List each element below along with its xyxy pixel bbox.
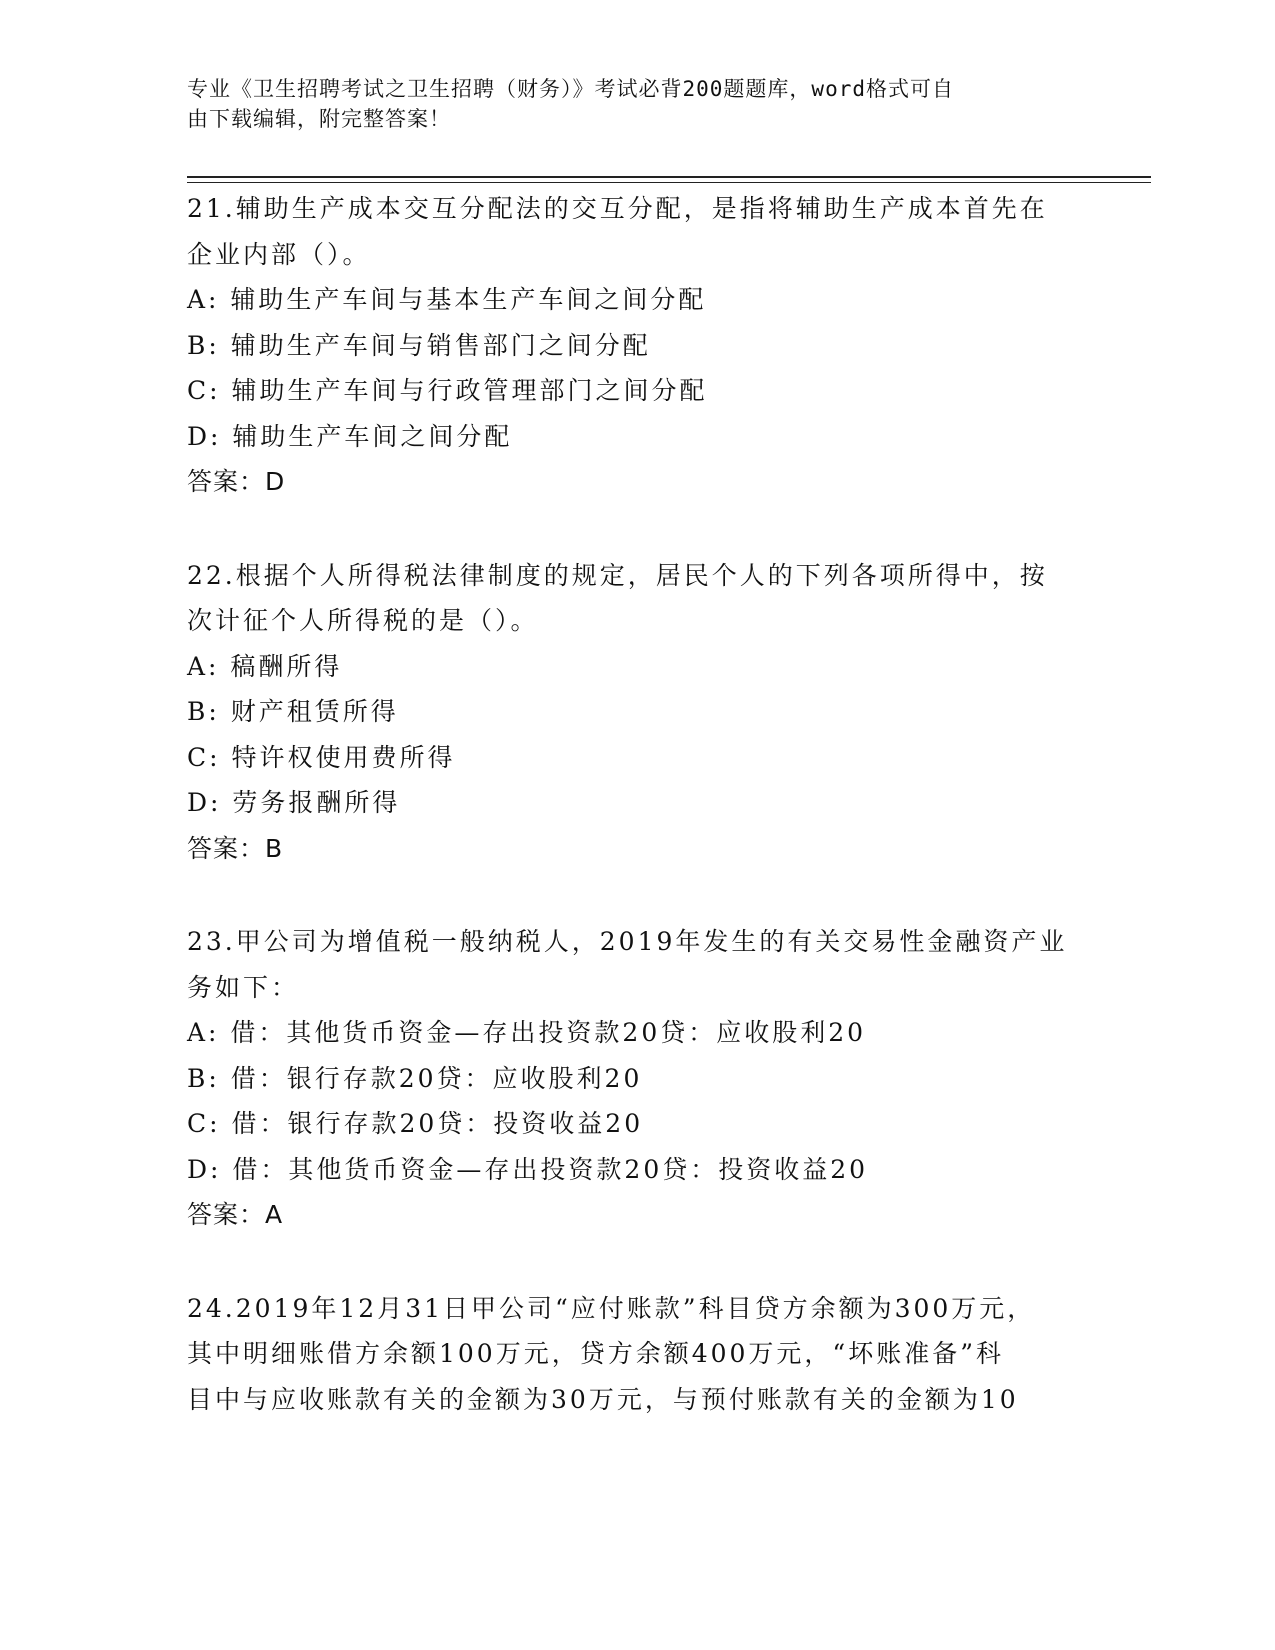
header-divider-thick [187, 176, 1151, 178]
header-line-2: 由下载编辑，附完整答案！ [187, 107, 451, 131]
answer-line: 答案：D [187, 467, 286, 496]
question-stem-line: 24.2019年12月31日甲公司“应付账款”科目贷方余额为300万元， [187, 1293, 1036, 1323]
option-b: B: 借：银行存款20贷：应收股利20 [187, 1063, 643, 1093]
question-list [187, 186, 1087, 1470]
option-a: A: 辅助生产车间与基本生产车间之间分配 [187, 285, 707, 314]
question-stem-line: 目中与应收账款有关的金额为30万元，与预付账款有关的金额为10 [187, 1384, 1019, 1414]
option-d: D: 辅助生产车间之间分配 [187, 421, 513, 451]
option-d: D: 劳务报酬所得 [187, 788, 401, 817]
option-c: C: 借：银行存款20贷：投资收益20 [187, 1109, 644, 1138]
question-stem-line: 21.辅助生产成本交互分配法的交互分配，是指将辅助生产成本首先在 [187, 194, 1048, 223]
option-b: B: 财产租赁所得 [187, 697, 399, 726]
question-23 [187, 919, 1087, 1238]
question-21 [187, 186, 1087, 505]
question-stem-line: 23.甲公司为增值税一般纳税人，2019年发生的有关交易性金融资产业 [187, 927, 1068, 956]
question-stem-line: 22.根据个人所得税法律制度的规定，居民个人的下列各项所得中，按 [187, 560, 1048, 590]
question-stem-line: 次计征个人所得税的是（）。 [187, 606, 539, 635]
question-22 [187, 553, 1087, 872]
document-header [187, 74, 1067, 134]
question-stem-line: 务如下： [187, 972, 300, 1002]
option-d: D: 借：其他货币资金—存出投资款20贷：投资收益20 [187, 1154, 869, 1184]
header-divider-thin [187, 182, 1151, 183]
question-24 [187, 1286, 1087, 1423]
answer-line: 答案：B [187, 833, 284, 863]
option-c: C: 辅助生产车间与行政管理部门之间分配 [187, 376, 708, 405]
option-a: A: 借：其他货币资金—存出投资款20贷：应收股利20 [187, 1018, 867, 1047]
question-stem-line: 其中明细账借方余额100万元，贷方余额400万元，“坏账准备”科 [187, 1339, 1004, 1368]
option-c: C: 特许权使用费所得 [187, 742, 456, 772]
answer-line: 答案：A [187, 1200, 284, 1229]
option-b: B: 辅助生产车间与销售部门之间分配 [187, 330, 651, 360]
option-a: A: 稿酬所得 [187, 651, 343, 681]
header-line-1: 专业《卫生招聘考试之卫生招聘（财务）》考试必背200题题库，word格式可自 [187, 77, 954, 101]
question-stem-line: 企业内部（）。 [187, 239, 371, 269]
